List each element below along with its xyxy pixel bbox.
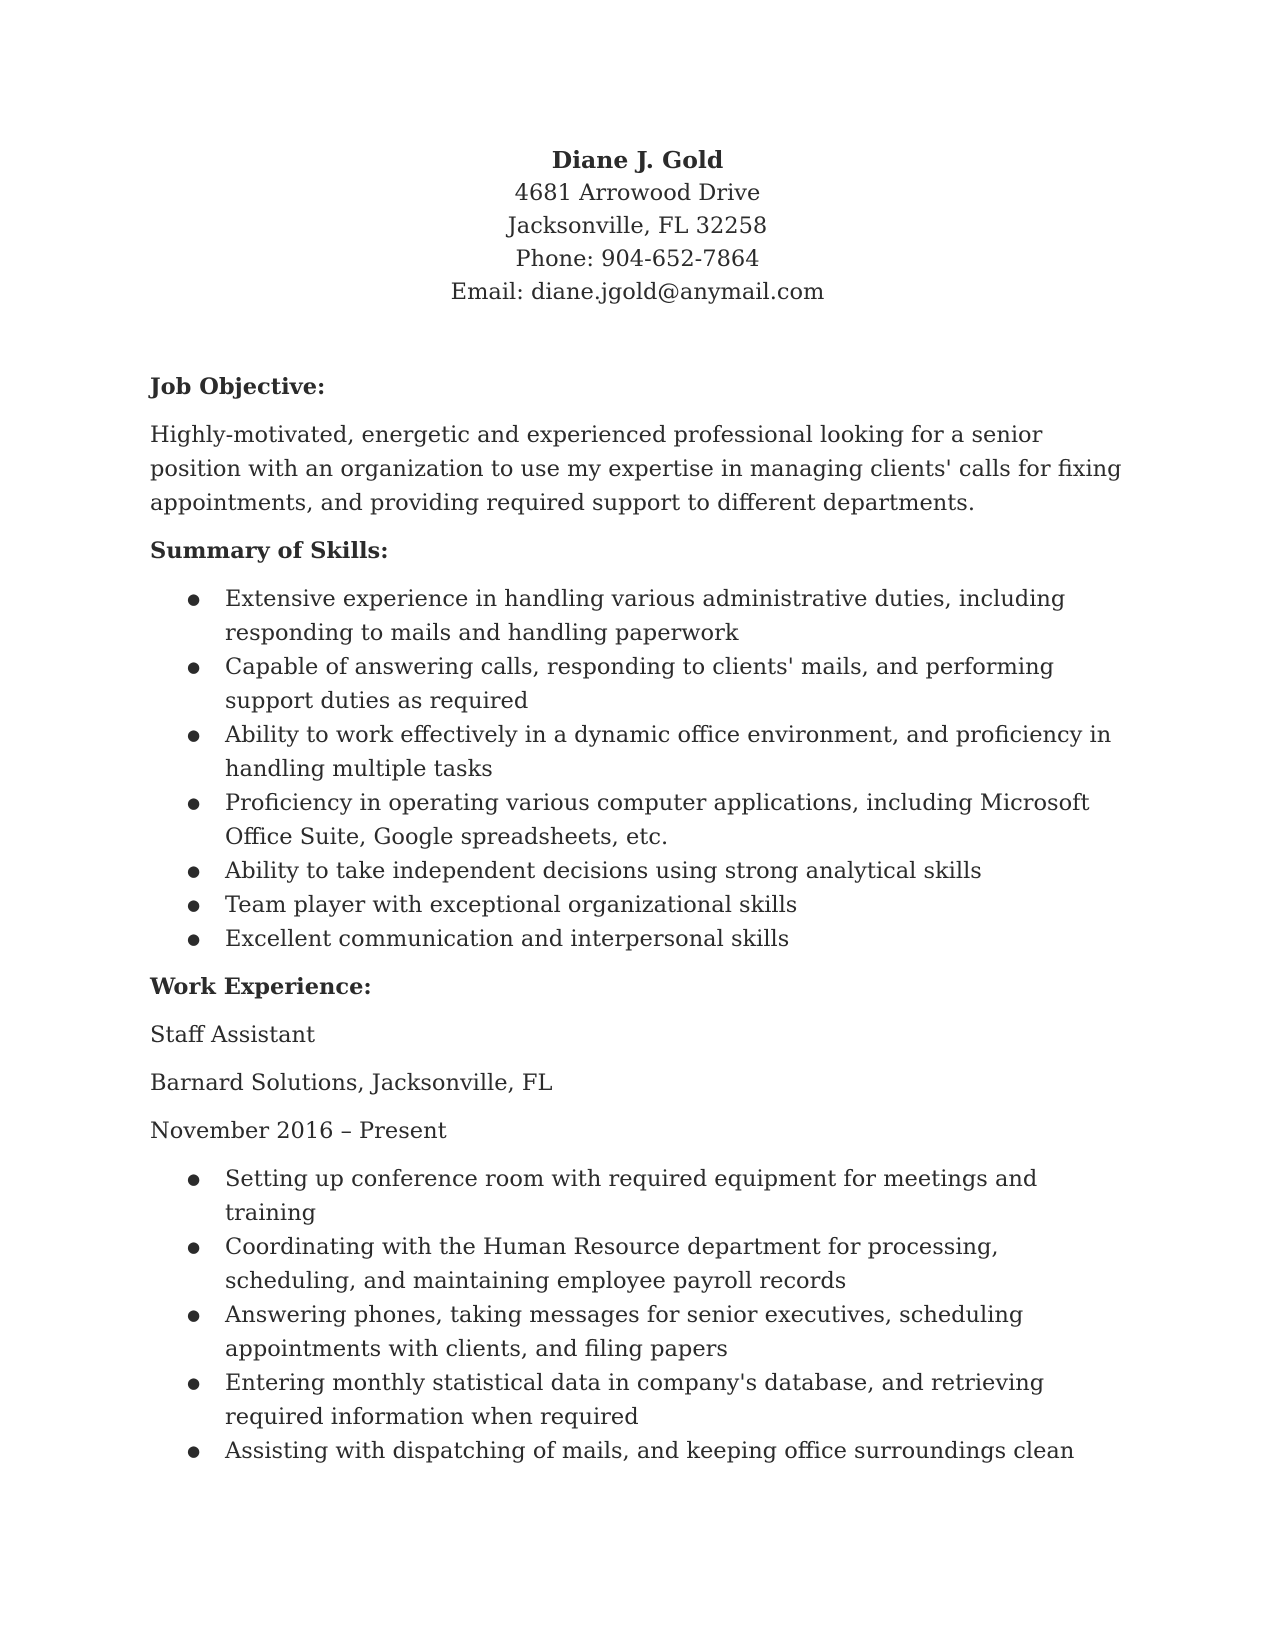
bullet-icon: ● [187, 862, 201, 880]
skill-text: Team player with exceptional organizational skills [225, 892, 798, 918]
duty-item [150, 1230, 1130, 1298]
duty-text: Coordinating with the Human Resource department for processing, scheduling, and maintaining employee payroll records [225, 1234, 999, 1294]
email-line: Email: diane.jgold@anymail.com [450, 279, 825, 305]
address-line: 4681 Arrowood Drive [514, 180, 761, 206]
bullet-icon: ● [187, 1238, 201, 1256]
duty-text: Setting up conference room with required equipment for meetings and training [225, 1166, 1038, 1226]
experience-heading: Work Experience: [150, 974, 372, 1000]
skill-text: Ability to work effectively in a dynamic office environment, and proficiency in handling multiple tasks [225, 722, 1112, 782]
skill-text: Proficiency in operating various computer applications, including Microsoft Office Suite, Google spreadsheets, etc. [225, 790, 1090, 850]
objective-text: Highly-motivated, energetic and experienced professional looking for a senior position with an organization to use my expertise in managing clients' calls for fixing appointments, and providing required support to different departments. [150, 422, 1122, 516]
bullet-icon: ● [187, 1442, 201, 1460]
duty-item [150, 1298, 1130, 1366]
duty-item [150, 1366, 1130, 1434]
bullet-icon: ● [187, 590, 201, 608]
skill-text: Excellent communication and interpersonal skills [225, 926, 790, 952]
bullet-icon: ● [187, 794, 201, 812]
bullet-icon: ● [187, 1170, 201, 1188]
skill-text: Capable of answering calls, responding to clients' mails, and performing support duties as required [225, 654, 1054, 714]
resume-body [150, 370, 1130, 1468]
bullet-icon: ● [187, 1306, 201, 1324]
skill-text: Extensive experience in handling various administrative duties, including responding to mails and handling paperwork [225, 586, 1066, 646]
objective-heading: Job Objective: [150, 374, 326, 400]
candidate-name: Diane J. Gold [551, 146, 724, 174]
skill-item [150, 582, 1130, 650]
bullet-icon: ● [187, 896, 201, 914]
duty-text: Entering monthly statistical data in company's database, and retrieving required information when required [225, 1370, 1045, 1430]
bullet-icon: ● [187, 726, 201, 744]
contact-header [0, 144, 1275, 309]
skill-item [150, 786, 1130, 854]
skills-list [150, 582, 1130, 956]
bullet-icon: ● [187, 930, 201, 948]
employment-dates: November 2016 – Present [150, 1118, 447, 1144]
skill-item [150, 922, 1130, 956]
bullet-icon: ● [187, 1374, 201, 1392]
skill-item [150, 854, 1130, 888]
phone-line: Phone: 904-652-7864 [515, 246, 760, 272]
skill-text: Ability to take independent decisions using strong analytical skills [225, 858, 982, 884]
job-title: Staff Assistant [150, 1022, 316, 1048]
skill-item [150, 650, 1130, 718]
skills-heading: Summary of Skills: [150, 538, 389, 564]
bullet-icon: ● [187, 658, 201, 676]
skill-item [150, 718, 1130, 786]
skill-item [150, 888, 1130, 922]
city-state-zip: Jacksonville, FL 32258 [507, 213, 768, 239]
experience-list [150, 1162, 1130, 1468]
duty-item [150, 1434, 1130, 1468]
company-name: Barnard Solutions, Jacksonville, FL [150, 1070, 553, 1096]
duty-text: Assisting with dispatching of mails, and keeping office surroundings clean [225, 1438, 1075, 1464]
duty-item [150, 1162, 1130, 1230]
duty-text: Answering phones, taking messages for senior executives, scheduling appointments with clients, and filing papers [225, 1302, 1024, 1362]
